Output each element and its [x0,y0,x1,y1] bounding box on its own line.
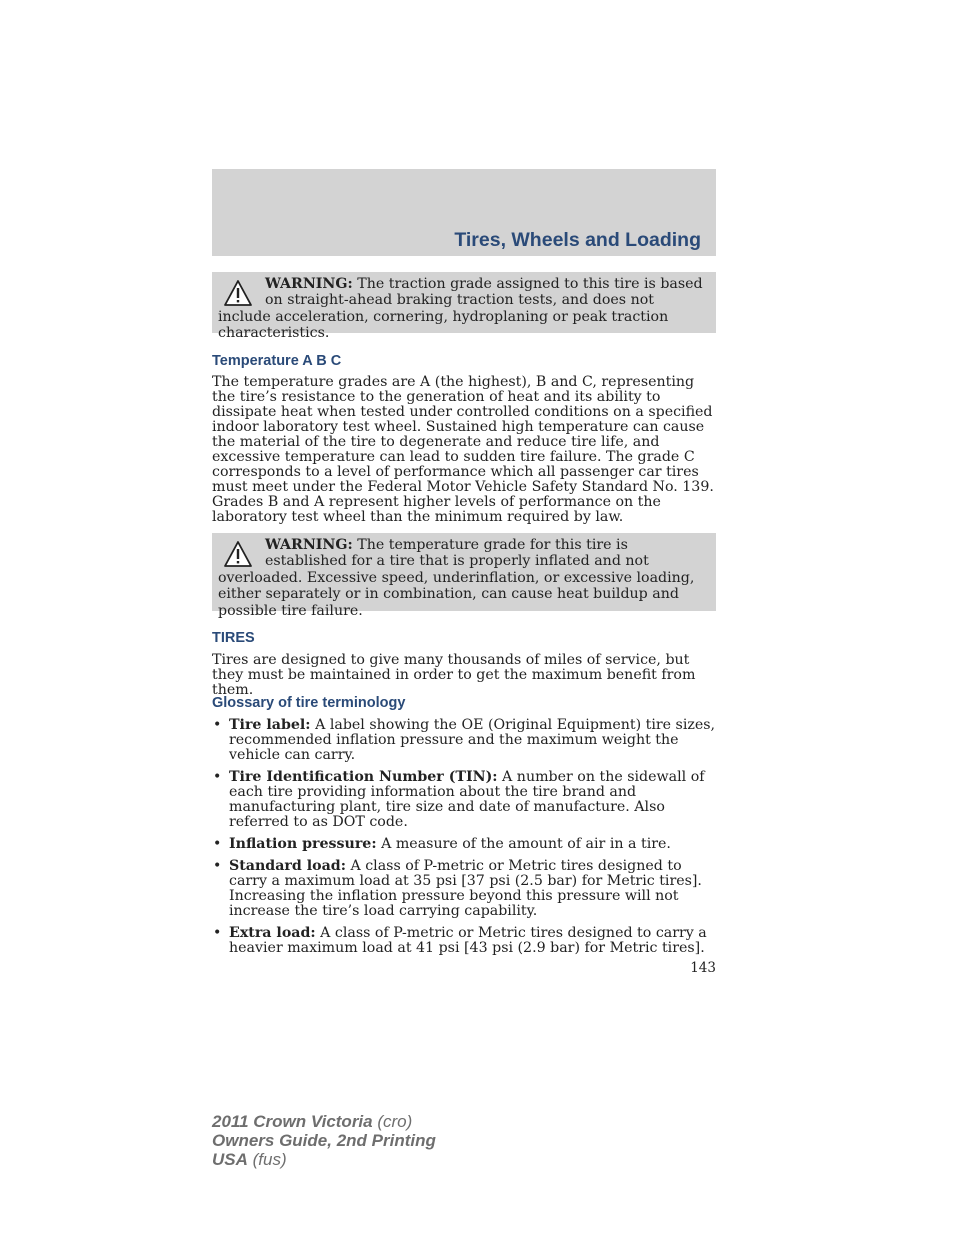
footer-model-code: (cro) [377,1112,413,1131]
temperature-heading: Temperature A B C [212,353,342,369]
tires-heading: TIRES [212,630,255,646]
warning-triangle-icon [223,279,253,307]
glossary-term: Inflation pressure: [229,836,377,852]
warning-box-temperature [212,533,716,619]
tires-paragraph: Tires are designed to give many thousands of miles of service, but they must be maintained in order to get the maximum benefit from them. [212,652,696,698]
footer-model: 2011 Crown Victoria [212,1112,373,1131]
glossary-item [212,770,716,830]
warning-box-traction [212,272,716,342]
document-footer [212,1112,436,1169]
glossary-item [212,718,716,763]
section-title: Tires, Wheels and Loading [454,229,701,251]
page-number: 143 [690,960,716,976]
glossary-item [212,837,716,852]
warning-label: WARNING: [265,537,353,553]
warning-triangle-icon [223,540,253,568]
warning-text: The temperature grade for this tire is established for a tire that is properly inflated and not overloaded. Excessive speed, underinflation, or excessive loading, either separately or in combination, can cause heat buildup and possible tire failure. [218,537,695,619]
warning-text: The traction grade assigned to this tire is based on straight-ahead braking traction tests, and does not include acceleration, cornering, hydroplaning or peak traction characteristics. [218,276,703,342]
glossary-term: Tire Identification Number (TIN): [229,769,498,785]
glossary-definition: A label showing the OE (Original Equipment) tire sizes, recommended inflation pressure and the maximum weight the vehicle can carry. [229,717,716,763]
footer-region-code: (fus) [252,1150,287,1169]
glossary-heading: Glossary of tire terminology [212,695,406,711]
glossary-definition: A class of P-metric or Metric tires designed to carry a heavier maximum load at 41 psi [43 psi (2.9 bar) for Metric tires]. [229,925,707,956]
glossary-definition: A measure of the amount of air in a tire. [381,836,671,852]
glossary-item [212,926,716,956]
section-header [212,169,716,256]
glossary-definition: A number on the sidewall of each tire providing information about the tire brand and manufacturing plant, tire size and date of manufacture. Also referred to as DOT code. [229,769,705,830]
footer-guide: Owners Guide, 2nd Printing [212,1131,436,1150]
temperature-paragraph: The temperature grades are A (the highest), B and C, representing the tire’s resistance to the generation of heat and its ability to dissipate heat when tested under controlled conditions on a specified indoor laboratory test wheel. Sustained high temperature can cause the material of the tire to degenerate and reduce tire life, and excessive temperature can lead to sudden tire failure. The grade C corresponds to a level of performance which all passenger car tires must meet under the Federal Motor Vehicle Safety Standard No. 139. Grades B and A represent higher levels of performance on the laboratory test wheel than the minimum required by law. [212,374,714,525]
glossary-term: Standard load: [229,858,346,874]
glossary-term: Extra load: [229,925,316,941]
footer-region: USA [212,1150,248,1169]
glossary-term: Tire label: [229,717,311,733]
glossary-definition: A class of P-metric or Metric tires designed to carry a maximum load at 35 psi [37 psi (2.5 bar) for Metric tires]. Increasing the inflation pressure beyond this pressure will not increase the tire’s load carrying capability. [229,858,702,919]
glossary-list [212,718,716,963]
glossary-item [212,859,716,919]
warning-label: WARNING: [265,276,353,292]
